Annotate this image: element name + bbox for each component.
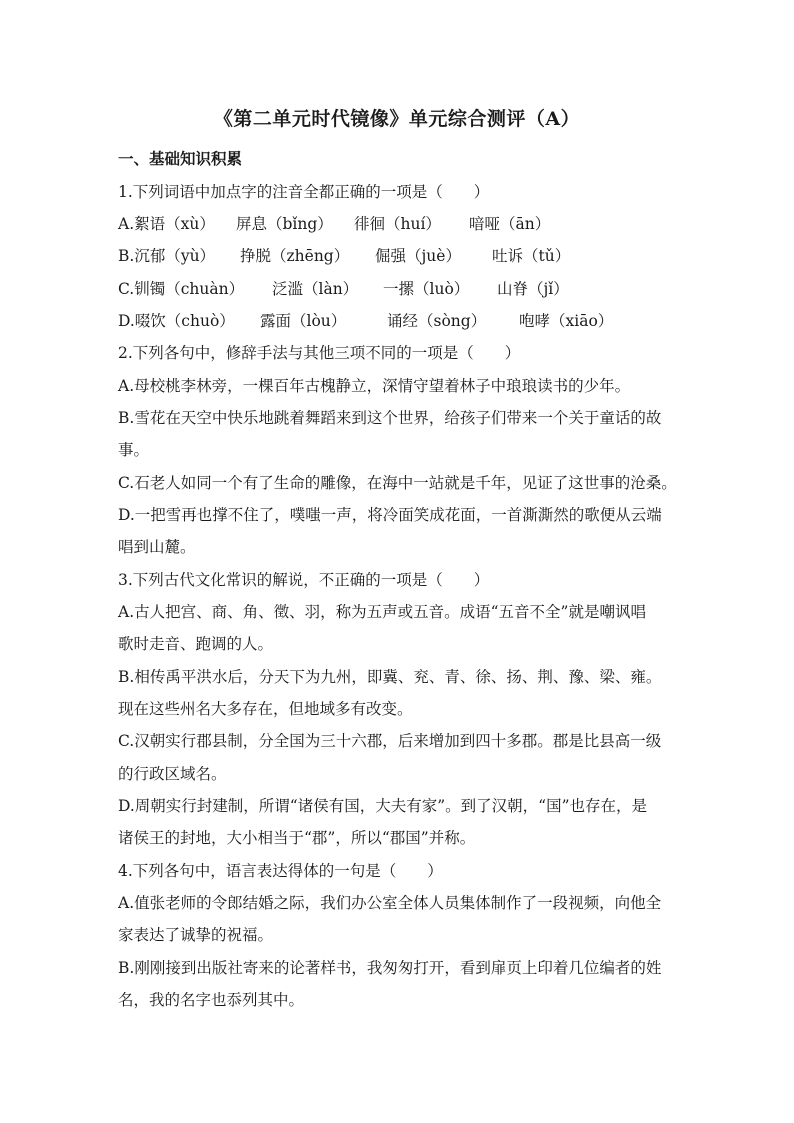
question-4-option-b: B.刚刚接到出版社寄来的论著样书，我匆匆打开，看到扉页上印着几位编者的姓 — [118, 959, 662, 977]
question-3-option-d: D.周朝实行封建制，所谓“诸侯有国，大夫有家”。到了汉朝，“国”也存在，是 — [118, 797, 648, 815]
question-3-option-d-cont: 诸侯王的封地，大小相当于“郡”，所以“郡国”并称。 — [118, 829, 476, 847]
option-item: 泛滥（làn） — [272, 280, 359, 298]
option-item: 一摞（luò） — [383, 280, 470, 298]
question-4-option-a-cont: 家表达了诚挚的祝福。 — [118, 926, 274, 944]
question-4-option-a: A.值张老师的令郎结婚之际，我们办公室全体人员集体制作了一段视频，向他全 — [118, 894, 662, 912]
question-1-option-b — [118, 245, 688, 267]
option-item: 屏息（bǐng） — [236, 215, 333, 233]
option-item: 倔强（juè） — [375, 247, 461, 265]
option-item: B.沉郁（yù） — [118, 247, 216, 265]
option-item: D.啜饮（chuò） — [118, 312, 235, 330]
question-2-option-b: B.雪花在天空中快乐地跳着舞蹈来到这个世界，给孩子们带来一个关于童话的故 — [118, 409, 662, 427]
option-item: 露面（lòu） — [260, 312, 347, 330]
question-3-option-b-cont: 现在这些州名大多存在，但地域多有改变。 — [118, 700, 413, 718]
option-item: 吐诉（tǔ） — [492, 247, 571, 265]
question-2-option-b-cont: 事。 — [118, 441, 150, 459]
question-2-option-a: A.母校桃李林旁，一棵百年古槐静立，深情守望着林子中琅琅读书的少年。 — [118, 377, 631, 395]
option-item: 挣脱（zhēng） — [240, 247, 350, 265]
question-2-stem: 2.下列各句中，修辞手法与其他三项不同的一项是（ ） — [118, 344, 521, 362]
question-2-option-c: C.石老人如同一个有了生命的雕像，在海中一站就是千年，见证了这世事的沧桑。 — [118, 474, 677, 492]
question-3-option-c: C.汉朝实行郡县制，分全国为三十六郡，后来增加到四十多郡。郡是比县高一级 — [118, 732, 662, 750]
question-3-option-b: B.相传禹平洪水后，分天下为九州，即冀、兖、青、徐、扬、荆、豫、梁、雍。 — [118, 668, 662, 686]
question-3-option-a: A.古人把宫、商、角、徵、羽，称为五声或五音。成语“五音不全”就是嘲讽唱 — [118, 603, 646, 621]
question-1-option-a — [118, 213, 688, 235]
question-1-stem: 1.下列词语中加点字的注音全都正确的一项是（ ） — [118, 183, 490, 201]
question-1-option-c — [118, 278, 688, 300]
option-item: 山脊（jǐ） — [497, 280, 569, 298]
question-3-option-c-cont: 的行政区域名。 — [118, 765, 227, 783]
question-4-stem: 4.下列各句中，语言表达得体的一句是（ ） — [118, 862, 443, 880]
option-item: 诵经（sòng） — [387, 312, 487, 330]
option-item: 喑哑（ān） — [469, 215, 551, 233]
option-item: 咆哮（xiāo） — [519, 312, 614, 330]
question-3-option-a-cont: 歌时走音、跑调的人。 — [118, 635, 274, 653]
option-item: C.钏镯（chuàn） — [118, 280, 245, 298]
page-title: 《第二单元时代镜像》单元综合测评（A） — [213, 108, 581, 130]
option-item: A.絮语（xù） — [118, 215, 215, 233]
question-2-option-d-cont: 唱到山麓。 — [118, 538, 196, 556]
option-item: 徘徊（huí） — [354, 215, 441, 233]
section-heading: 一、基础知识积累 — [118, 149, 243, 168]
question-4-option-b-cont: 名，我的名字也忝列其中。 — [118, 991, 305, 1009]
question-3-stem: 3.下列古代文化常识的解说，不正确的一项是（ ） — [118, 571, 490, 589]
question-1-option-d — [118, 310, 688, 332]
question-2-option-d: D.一把雪再也撑不住了，噗嗤一声，将冷面笑成花面，一首澌澌然的歌便从云端 — [118, 506, 662, 524]
